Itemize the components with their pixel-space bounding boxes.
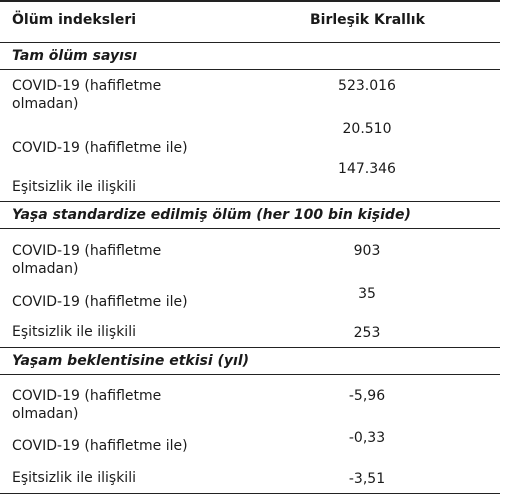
row-label: COVID-19 (hafifletme ile) — [12, 438, 188, 454]
row-label: COVID-19 (hafifletme olmadan) — [12, 243, 162, 277]
header-country-label: Birleşik Krallık — [310, 12, 425, 28]
row-label: COVID-19 (hafifletme ile) — [12, 294, 188, 310]
row-value: -3,51 — [348, 471, 386, 487]
section-title-text: Yaşa standardize edilmiş ölüm (her 100 bin kişide) — [12, 207, 411, 223]
row-value: 523.016 — [338, 78, 396, 94]
row-value: 20.510 — [342, 121, 392, 137]
row-value: 253 — [353, 325, 381, 341]
section-title-text: Tam ölüm sayısı — [12, 48, 138, 64]
row-label: COVID-19 (hafifletme olmadan) — [12, 78, 162, 112]
row-value: 147.346 — [338, 161, 396, 177]
section-body-total-deaths — [0, 70, 500, 202]
row-label: COVID-19 (hafifletme ile) — [12, 140, 188, 156]
section-title-total-deaths — [0, 43, 500, 70]
section-title-text: Yaşam beklentisine etkisi (yıl) — [12, 353, 250, 369]
table-header — [0, 0, 500, 43]
row-label: Eşitsizlik ile ilişkili — [12, 179, 136, 195]
row-value: -0,33 — [348, 430, 386, 446]
row-label: Eşitsizlik ile ilişkili — [12, 324, 136, 340]
section-title-life-expectancy — [0, 348, 500, 375]
row-label: Eşitsizlik ile ilişkili — [12, 470, 136, 486]
section-body-age-standardized — [0, 229, 500, 348]
row-value: -5,96 — [348, 388, 386, 404]
row-label: COVID-19 (hafifletme olmadan) — [12, 388, 162, 422]
row-value: 35 — [358, 286, 376, 302]
row-value: 903 — [353, 243, 381, 259]
header-indices-label: Ölüm indeksleri — [12, 12, 137, 28]
section-body-life-expectancy — [0, 375, 500, 494]
section-title-age-standardized — [0, 202, 500, 229]
